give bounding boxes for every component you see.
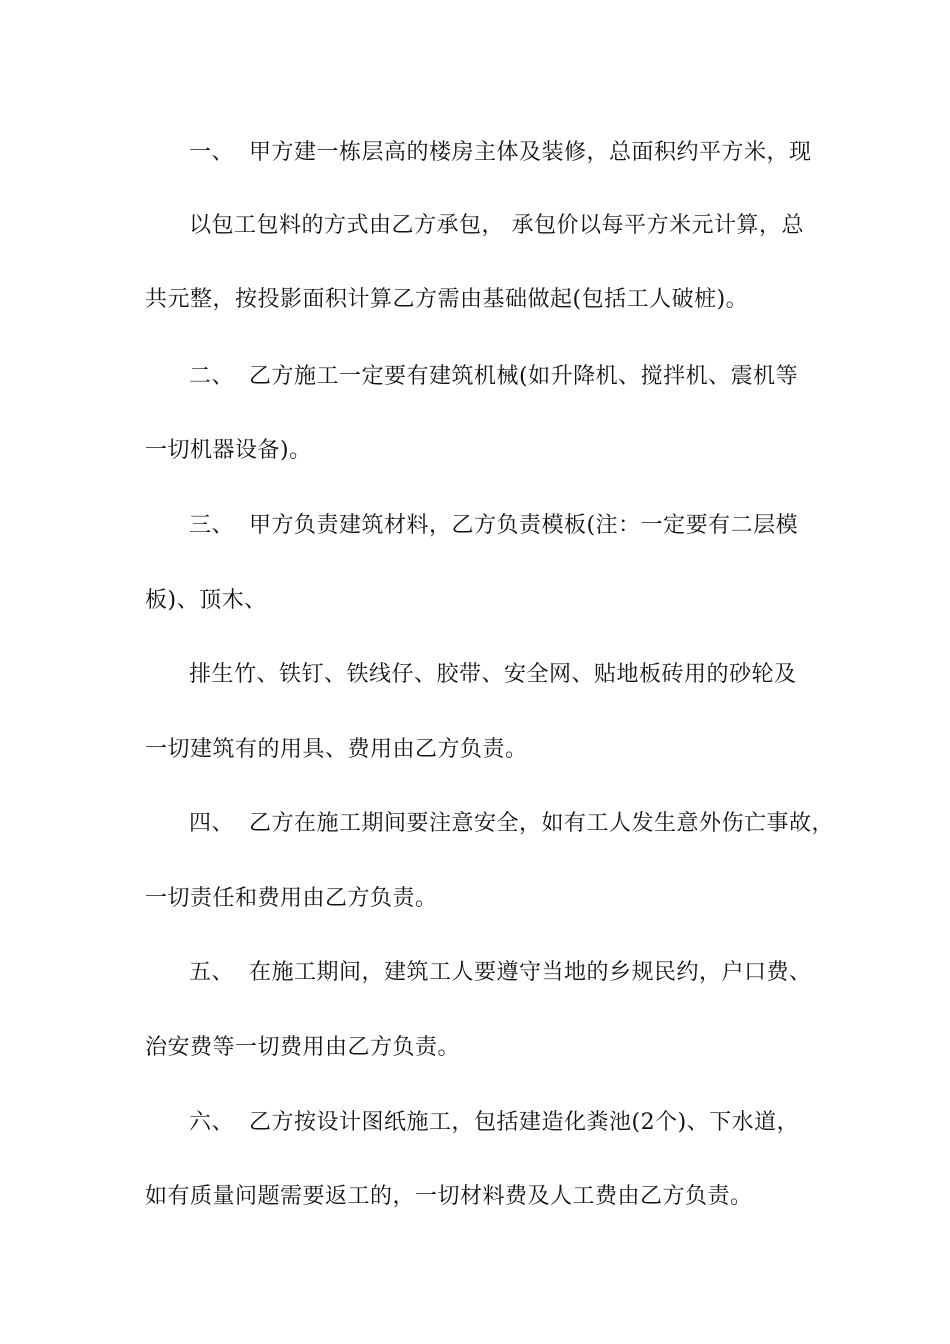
clause-2-line-2: 一切机器设备)。 <box>145 438 312 463</box>
clause-5-line-1: 五、 在施工期间，建筑工人要遵守当地的乡规民约，户口费、 <box>189 960 812 985</box>
clause-1-line-3: 共元整，按投影面积计算乙方需由基础做起(包括工人破桩)。 <box>145 287 749 312</box>
clause-4-line-2: 一切责任和费用由乙方负责。 <box>145 886 438 911</box>
clause-3-line-4: 一切建筑有的用具、费用由乙方负责。 <box>145 737 528 762</box>
clause-3-line-2: 板)、顶木、 <box>145 588 267 613</box>
clause-5-line-2: 治安费等一切费用由乙方负责。 <box>145 1035 461 1060</box>
clause-3-line-3: 排生竹、铁钉、铁线仔、胶带、安全网、贴地板砖用的砂轮及 <box>189 662 797 687</box>
clause-2-line-1: 二、 乙方施工一定要有建筑机械(如升降机、搅拌机、震机等 <box>189 364 799 389</box>
clause-1-line-2: 以包工包料的方式由乙方承包， 承包价以每平方米元计算，总 <box>189 213 804 238</box>
clause-4-line-1: 四、 乙方在施工期间要注意安全，如有工人发生意外伤亡事故， <box>189 811 834 836</box>
clause-3-line-1: 三、 甲方负责建筑材料，乙方负责模板(注：一定要有二层模 <box>189 513 799 538</box>
clause-6-line-1: 六、 乙方按设计图纸施工，包括建造化粪池(2个)、下水道， <box>189 1110 800 1135</box>
clause-1-line-1: 一、 甲方建一栋层高的楼房主体及装修，总面积约平方米，现 <box>189 140 812 165</box>
clause-6-line-2: 如有质量问题需要返工的，一切材料费及人工费由乙方负责。 <box>145 1184 753 1209</box>
